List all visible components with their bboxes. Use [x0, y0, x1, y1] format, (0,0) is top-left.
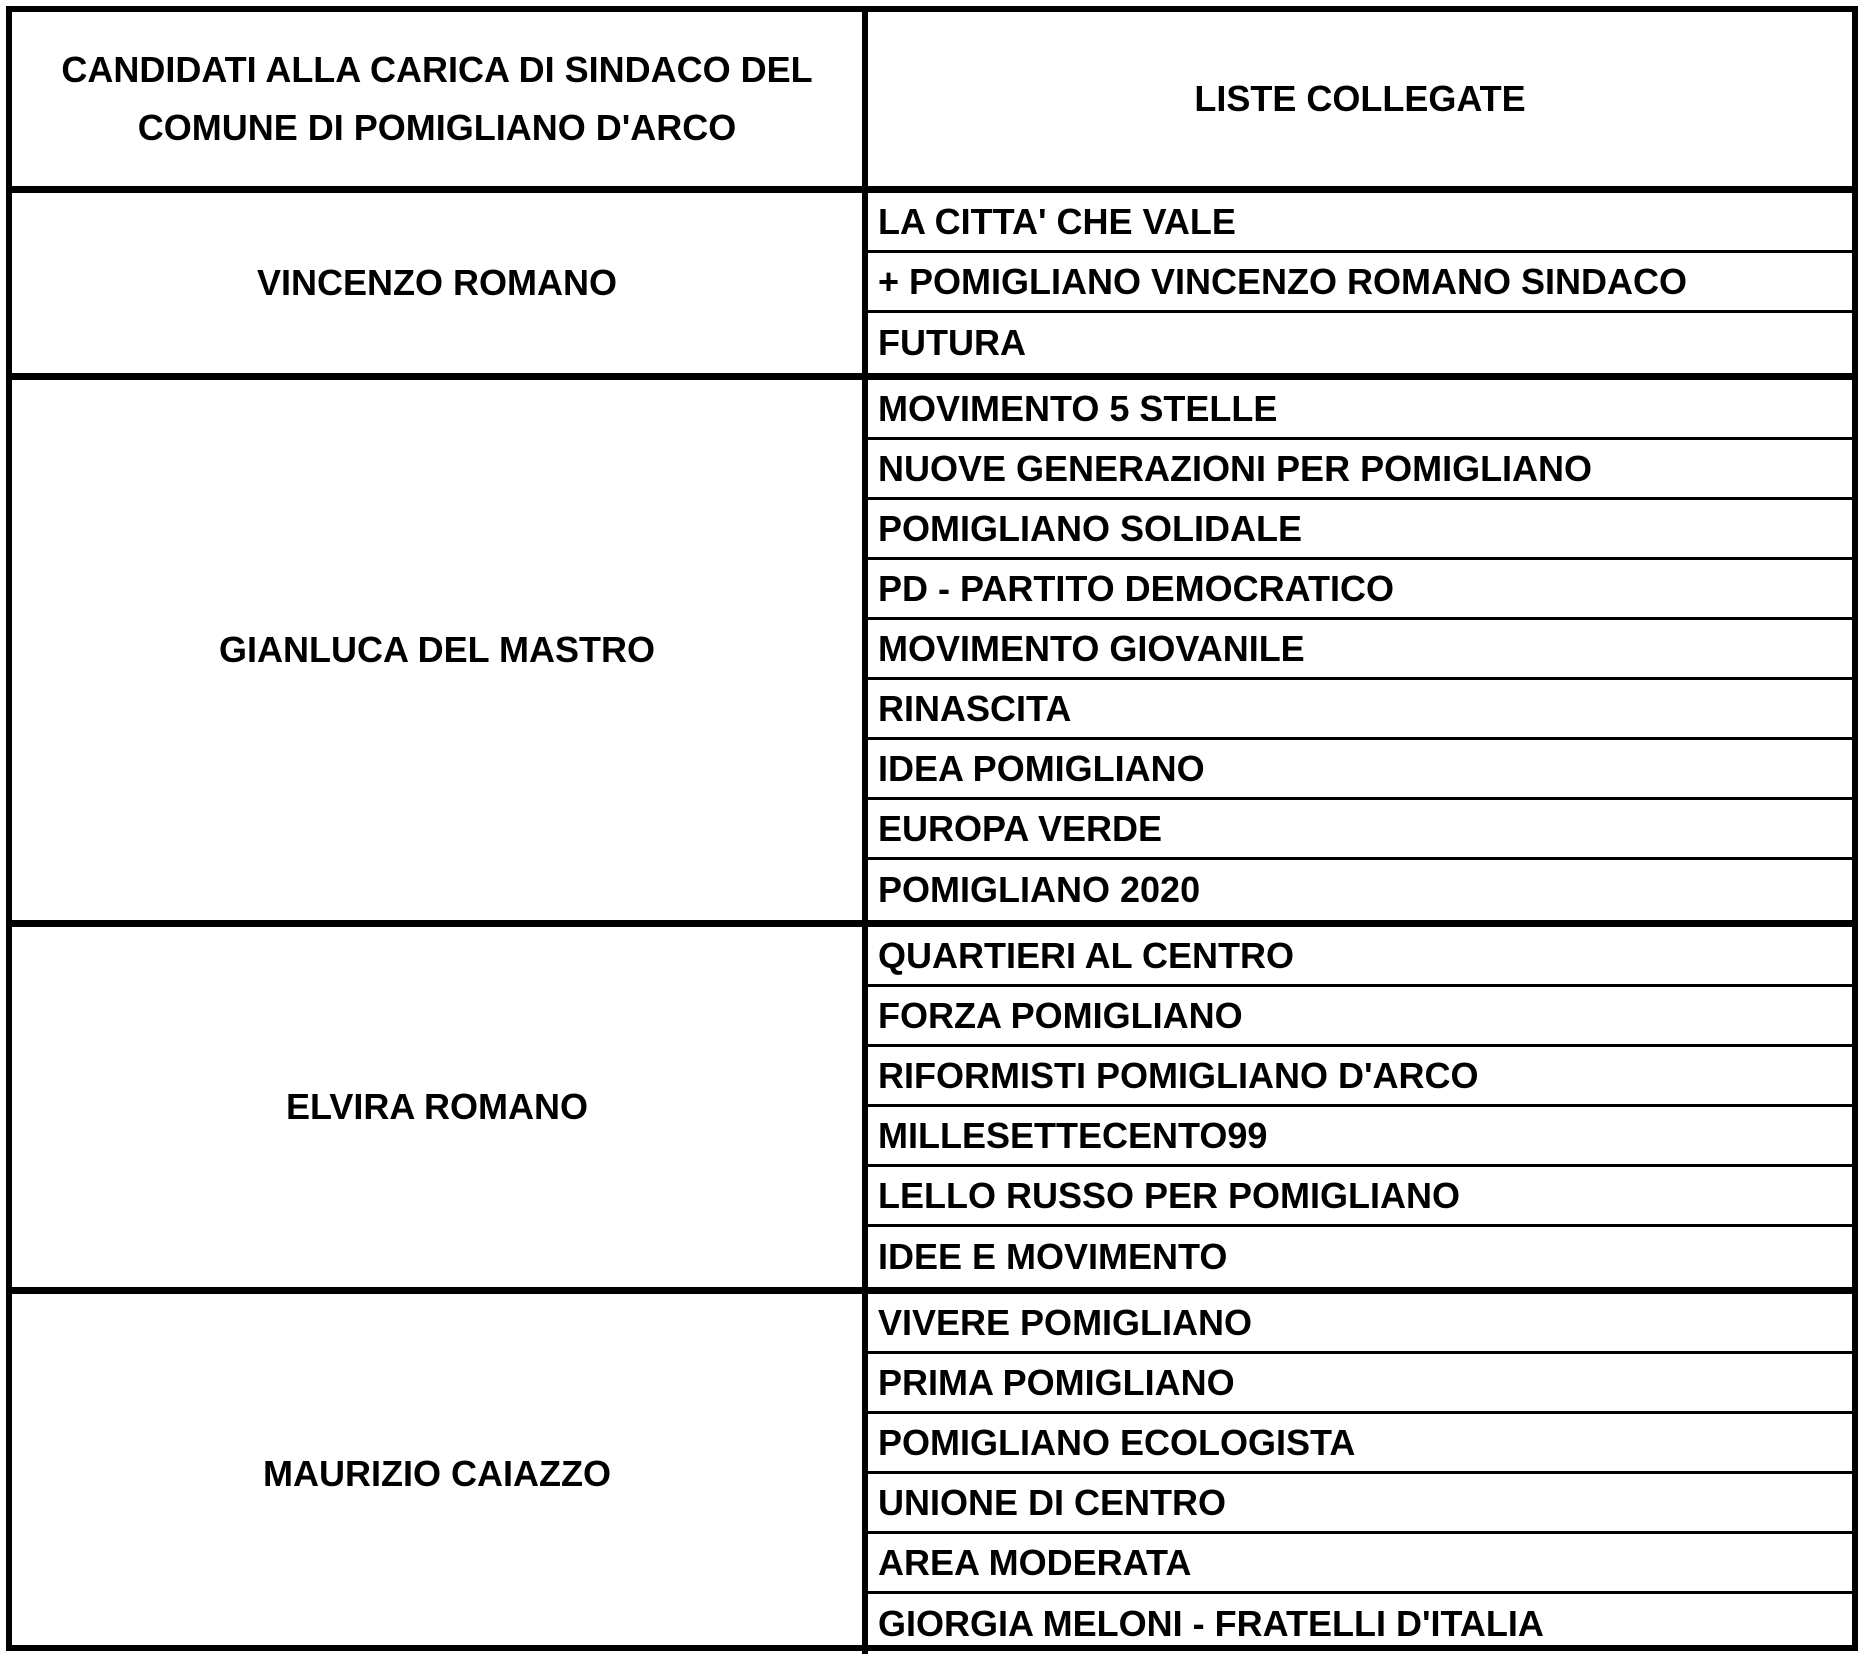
list-item: FUTURA — [878, 322, 1026, 363]
list-item: AREA MODERATA — [868, 1534, 1852, 1594]
list-item: UNIONE DI CENTRO — [868, 1474, 1852, 1534]
linked-lists — [868, 193, 1852, 373]
candidate-group — [12, 380, 1852, 927]
header-candidates-line1: CANDIDATI ALLA CARICA DI SINDACO DEL — [61, 49, 813, 90]
list-item: MILLESETTECENTO99 — [868, 1107, 1852, 1167]
linked-lists — [868, 1294, 1852, 1654]
linked-lists — [868, 380, 1852, 920]
list-item: FORZA POMIGLIANO — [868, 987, 1852, 1047]
table-header — [12, 12, 1852, 193]
list-item: RIFORMISTI POMIGLIANO D'ARCO — [868, 1047, 1852, 1107]
list-item: POMIGLIANO SOLIDALE — [868, 500, 1852, 560]
list-item: VIVERE POMIGLIANO — [868, 1294, 1852, 1354]
list-item: EUROPA VERDE — [868, 800, 1852, 860]
list-item: + POMIGLIANO VINCENZO ROMANO SINDACO — [868, 253, 1852, 313]
list-item: LA CITTA' CHE VALE — [868, 193, 1852, 253]
list-item: NUOVE GENERAZIONI PER POMIGLIANO — [868, 440, 1852, 500]
list-item: GIORGIA MELONI - FRATELLI D'ITALIA — [878, 1603, 1544, 1644]
candidate-group — [12, 193, 1852, 380]
candidate-name: GIANLUCA DEL MASTRO — [12, 380, 868, 920]
list-item: POMIGLIANO 2020 — [878, 869, 1201, 910]
candidate-name: ELVIRA ROMANO — [12, 927, 868, 1287]
list-item: MOVIMENTO 5 STELLE — [868, 380, 1852, 440]
candidate-group — [12, 1294, 1852, 1654]
list-item: LELLO RUSSO PER POMIGLIANO — [868, 1167, 1852, 1227]
list-item: IDEE E MOVIMENTO — [878, 1236, 1228, 1277]
list-item: QUARTIERI AL CENTRO — [868, 927, 1852, 987]
candidates-table — [6, 6, 1858, 1651]
list-item: MOVIMENTO GIOVANILE — [868, 620, 1852, 680]
list-item: IDEA POMIGLIANO — [868, 740, 1852, 800]
header-lists: LISTE COLLEGATE — [1194, 78, 1526, 119]
header-candidates-line2: COMUNE DI POMIGLIANO D'ARCO — [137, 107, 737, 148]
list-item: RINASCITA — [868, 680, 1852, 740]
linked-lists — [868, 927, 1852, 1287]
candidate-group — [12, 927, 1852, 1294]
list-item: PD - PARTITO DEMOCRATICO — [868, 560, 1852, 620]
list-item: PRIMA POMIGLIANO — [868, 1354, 1852, 1414]
candidate-name: MAURIZIO CAIAZZO — [12, 1294, 868, 1654]
list-item: POMIGLIANO ECOLOGISTA — [868, 1414, 1852, 1474]
candidate-name: VINCENZO ROMANO — [12, 193, 868, 373]
header-candidates — [12, 12, 868, 186]
